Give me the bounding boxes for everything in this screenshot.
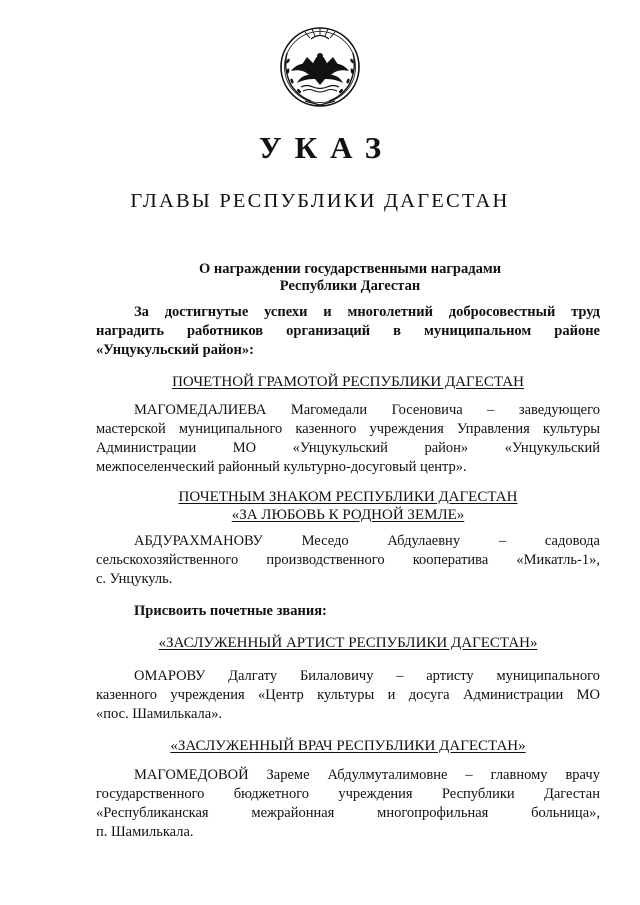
text-word: учреждения: [170, 687, 245, 703]
text-word: –: [396, 668, 404, 684]
text-word: производственного: [266, 552, 385, 568]
text-word: –: [487, 402, 495, 418]
text-word: учреждения: [338, 786, 413, 802]
award-heading-znak-line-2: «ЗА ЛЮБОВЬ К РОДНОЙ ЗЕМЛЕ»: [231, 507, 465, 523]
preamble-word: добросовестный: [448, 304, 556, 320]
text-word: «Микатль-1»,: [516, 552, 600, 568]
text-word: район»: [424, 440, 469, 456]
text-word: Администрации: [463, 687, 564, 703]
text-word: муниципального: [178, 421, 283, 437]
award-heading-znak-line-1: ПОЧЕТНЫМ ЗНАКОМ РЕСПУБЛИКИ ДАГЕСТАН: [178, 489, 518, 505]
title2-line-4: п. Шамилькала.: [96, 824, 194, 840]
text-word: Дагестан: [543, 786, 600, 802]
assign-titles-heading: Присвоить почетные звания:: [134, 603, 327, 619]
text-word: мастерской: [96, 421, 166, 437]
preamble-line-2: [96, 322, 600, 341]
text-word: садовода: [544, 533, 600, 549]
preamble-word: За: [134, 304, 149, 320]
text-word: «Центр: [258, 687, 304, 703]
text-word: больница»,: [531, 805, 600, 821]
text-word: МАГОМЕДОВОЙ: [134, 767, 249, 783]
preamble-word: районе: [554, 323, 600, 339]
document-subtitle: ГЛАВЫ РЕСПУБЛИКИ ДАГЕСТАН: [130, 190, 510, 212]
preamble-line-1: [134, 303, 600, 322]
title1-line-3: «пос. Шамилькала».: [96, 706, 223, 722]
award-heading-znak: [96, 488, 600, 524]
text-word: Абдулмуталимовне: [327, 767, 448, 783]
text-word: Далгату: [228, 668, 278, 684]
title1-line-1: [134, 667, 600, 686]
text-word: МО: [232, 440, 257, 456]
section2-line-1: [134, 532, 600, 551]
text-word: Абдулаевну: [387, 533, 461, 549]
title2-line-2: [96, 785, 600, 804]
text-word: Госеновича: [391, 402, 463, 418]
dagestan-coat-of-arms-emblem: [271, 23, 369, 109]
section2-line-2: [96, 551, 600, 570]
text-word: многопрофильная: [377, 805, 489, 821]
preamble-word: работников: [186, 323, 264, 339]
section1-line-3: [96, 439, 600, 458]
text-word: Билаловичу: [299, 668, 374, 684]
text-word: культуры: [317, 687, 375, 703]
text-word: МАГОМЕДАЛИЕВА: [134, 402, 267, 418]
text-word: «Республиканская: [96, 805, 209, 821]
preamble-word: успехи: [264, 304, 308, 320]
preamble-word: и: [323, 304, 332, 320]
text-word: МО: [576, 687, 600, 703]
text-word: бюджетного: [233, 786, 310, 802]
preamble-word: муниципальном: [423, 323, 532, 339]
section1-line-1: [134, 401, 600, 420]
text-word: главному: [490, 767, 548, 783]
title2-line-3: [96, 804, 600, 823]
text-word: Меседо: [301, 533, 349, 549]
text-word: казенного: [295, 421, 357, 437]
text-word: кооператива: [412, 552, 489, 568]
text-word: сельскохозяйственного: [96, 552, 239, 568]
title1-line-2: [96, 686, 600, 705]
section2-line-3: с. Унцукуль.: [96, 571, 173, 587]
text-word: Администрации: [96, 440, 197, 456]
section1-line-4: межпоселенческий районный культурно-досуговый центр».: [96, 459, 467, 475]
text-word: –: [465, 767, 473, 783]
award-heading-gramota: ПОЧЕТНОЙ ГРАМОТОЙ РЕСПУБЛИКИ ДАГЕСТАН: [172, 374, 524, 390]
section1-line-2: [96, 420, 600, 439]
text-word: и: [387, 687, 396, 703]
preamble-word: организаций: [286, 323, 371, 339]
text-word: Управления: [456, 421, 530, 437]
preamble-word: достигнутые: [164, 304, 249, 320]
text-word: Республики: [441, 786, 515, 802]
text-word: заведующего: [518, 402, 600, 418]
preamble-word: многолетний: [347, 304, 433, 320]
preamble-word: в: [393, 323, 401, 339]
text-word: АБДУРАХМАНОВУ: [134, 533, 263, 549]
text-word: казенного: [96, 687, 158, 703]
text-word: артисту: [426, 668, 474, 684]
text-word: «Унцукульский: [504, 440, 600, 456]
text-word: муниципального: [496, 668, 600, 684]
preamble-word: труд: [571, 304, 600, 320]
text-word: учреждения: [369, 421, 444, 437]
text-word: культуры: [542, 421, 600, 437]
text-word: –: [498, 533, 507, 549]
preamble-word: наградить: [96, 323, 164, 339]
text-word: Зареме: [266, 767, 310, 783]
subject-line-2: Республики Дагестан: [279, 278, 421, 294]
text-word: межрайонная: [251, 805, 335, 821]
title2-line-1: [134, 766, 600, 785]
award-heading-doctor: «ЗАСЛУЖЕННЫЙ ВРАЧ РЕСПУБЛИКИ ДАГЕСТАН»: [170, 738, 526, 754]
award-heading-artist: «ЗАСЛУЖЕННЫЙ АРТИСТ РЕСПУБЛИКИ ДАГЕСТАН»: [158, 635, 538, 651]
text-word: ОМАРОВУ: [134, 668, 206, 684]
document-title: УКАЗ: [258, 130, 395, 165]
subject-line-1: О награждении государственными наградами: [198, 261, 502, 277]
preamble-line-3: «Унцукульский район»:: [96, 342, 254, 358]
text-word: досуга: [408, 687, 450, 703]
text-word: «Унцукульский: [292, 440, 388, 456]
text-word: Магомедали: [290, 402, 368, 418]
text-word: государственного: [96, 786, 205, 802]
text-word: врачу: [565, 767, 600, 783]
